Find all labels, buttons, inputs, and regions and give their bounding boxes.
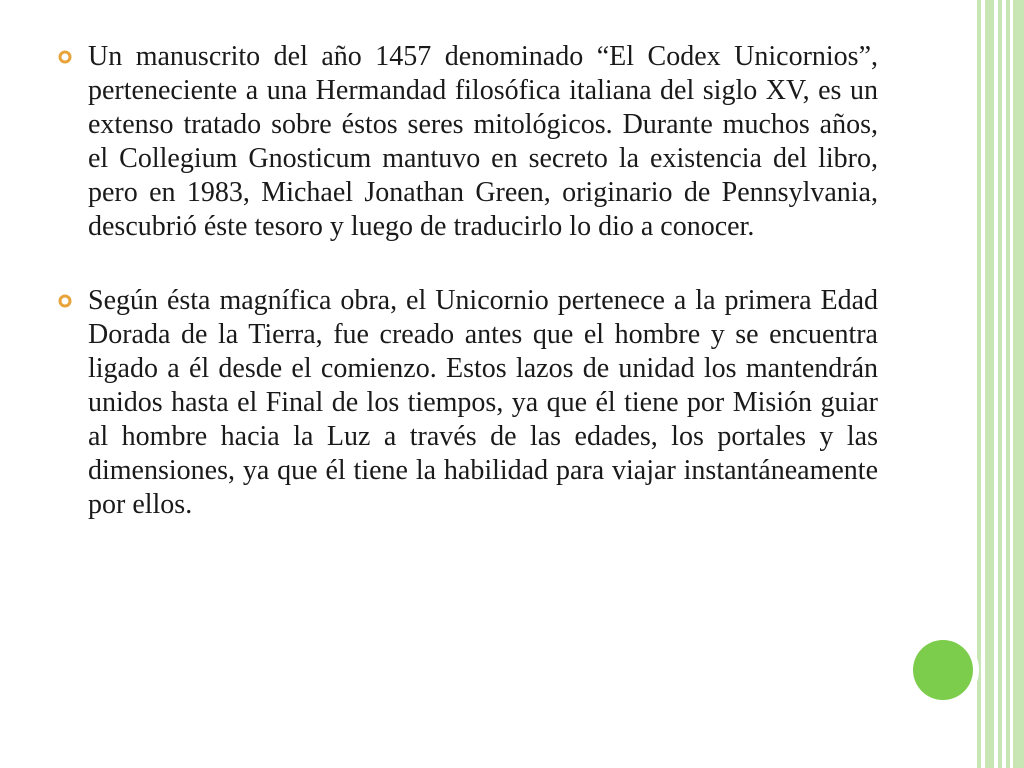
decorative-stripe	[985, 0, 994, 768]
bullet-item-2	[58, 284, 878, 522]
decorative-circle	[913, 640, 973, 700]
decorative-stripe	[977, 0, 981, 768]
decorative-stripe	[998, 0, 1002, 768]
bullet-list	[58, 40, 878, 562]
decorative-stripe	[1013, 0, 1024, 768]
bullet-text: Un manuscrito del año 1457 denominado “El Codex Unicornios”, perteneciente a una Hermandad filosófica italiana del siglo XV, es un extenso tratado sobre éstos seres mitológicos. Durante muchos años, el Collegium Gnosticum mantuvo en secreto la existencia del libro, pero en 1983, Michael Jonathan Green, originario de Pennsylvania, descubrió éste tesoro y luego de traducirlo lo dio a conocer.	[88, 41, 878, 242]
decorative-stripe	[1006, 0, 1010, 768]
ring-bullet-icon	[58, 50, 72, 64]
bullet-item-1	[58, 40, 878, 244]
ring-bullet-icon	[58, 294, 72, 308]
bullet-text: Según ésta magnífica obra, el Unicornio pertenece a la primera Edad Dorada de la Tierra, fue creado antes que el hombre y se encuentra ligado a él desde el comienzo. Estos lazos de unidad los mantendrán unidos hasta el Final de los tiempos, ya que él tiene por Misión guiar al hombre hacia la Luz a través de las edades, los portales y las dimensiones, ya que él tiene la habilidad para viajar instantáneamente por ellos.	[88, 285, 878, 520]
